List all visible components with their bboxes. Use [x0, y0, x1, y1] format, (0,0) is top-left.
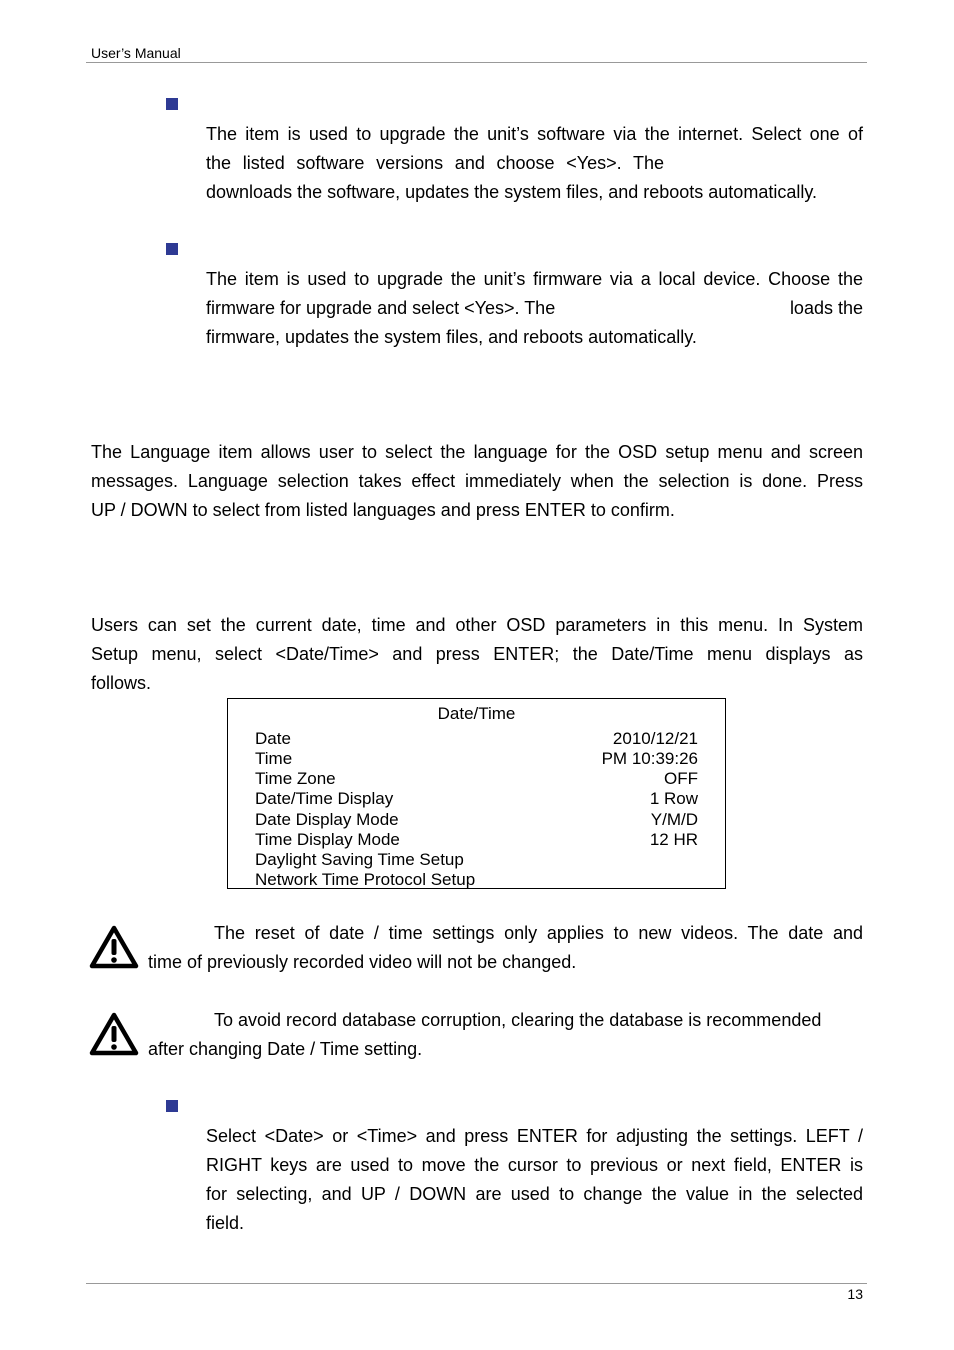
warning-triangle-icon	[89, 925, 139, 969]
date-time-setting-paragraph: Select <Date> or <Time> and press ENTER for adjusting the settings. LEFT / RIGHT keys are used to move the cursor to previous or next field, ENTER is for selecting, and UP / DOWN are used to change the value in the selected field.	[206, 1126, 863, 1233]
menu-row-daylight-saving: Daylight Saving Time Setup	[255, 850, 464, 869]
menu-row-date-display-mode: Date Display Mode Y/M/D	[255, 810, 698, 829]
square-bullet-icon	[166, 243, 178, 255]
menu-title: Date/Time	[437, 704, 516, 723]
note-database-corruption: To avoid record database corruption, clearing the database is recommended after changing Date / Time setting.	[148, 1010, 822, 1059]
language-paragraph: The Language item allows user to select the language for the OSD setup menu and screen messages. Language selection takes effect immediately when the selection is done. Press UP / DOWN to select from listed languages and press ENTER to confirm.	[91, 442, 863, 520]
menu-row-time-display-mode: Time Display Mode 12 HR	[255, 830, 698, 849]
square-bullet-icon	[166, 1100, 178, 1112]
warning-triangle-icon	[89, 1012, 139, 1056]
menu-row-ntp-setup: Network Time Protocol Setup	[255, 870, 476, 889]
menu-row-time-zone: Time Zone OFF	[255, 769, 698, 788]
menu-row-time: Time PM 10:39:26	[255, 749, 698, 768]
footer-rule	[86, 1283, 867, 1284]
running-header: User’s Manual	[91, 45, 181, 61]
page-number: 13	[847, 1286, 863, 1302]
firmware-upgrade-paragraph: The item is used to upgrade the unit’s firmware via a local device. Choose the firmware for upgrade and select <Yes>. The loads the firmware, updates the system files, and reboots automatically.	[206, 269, 863, 347]
header-rule	[86, 62, 867, 63]
menu-row-date: Date 2010/12/21	[255, 729, 698, 748]
square-bullet-icon	[166, 98, 178, 110]
menu-row-datetime-display: Date/Time Display 1 Row	[255, 789, 698, 808]
datetime-menu-figure	[227, 698, 726, 889]
software-upgrade-paragraph: The item is used to upgrade the unit’s software via the internet. Select one of the listed software versions and choose <Yes>. The downloads the software, updates the system files, and reboots automatically.	[206, 124, 863, 202]
note-date-reset: The reset of date / time settings only applies to new videos. The date and time of previously recorded video will not be changed.	[148, 923, 863, 972]
datetime-intro-paragraph: Users can set the current date, time and other OSD parameters in this menu. In System Setup menu, select <Date/Time> and press ENTER; the Date/Time menu displays as follows.	[91, 615, 863, 693]
